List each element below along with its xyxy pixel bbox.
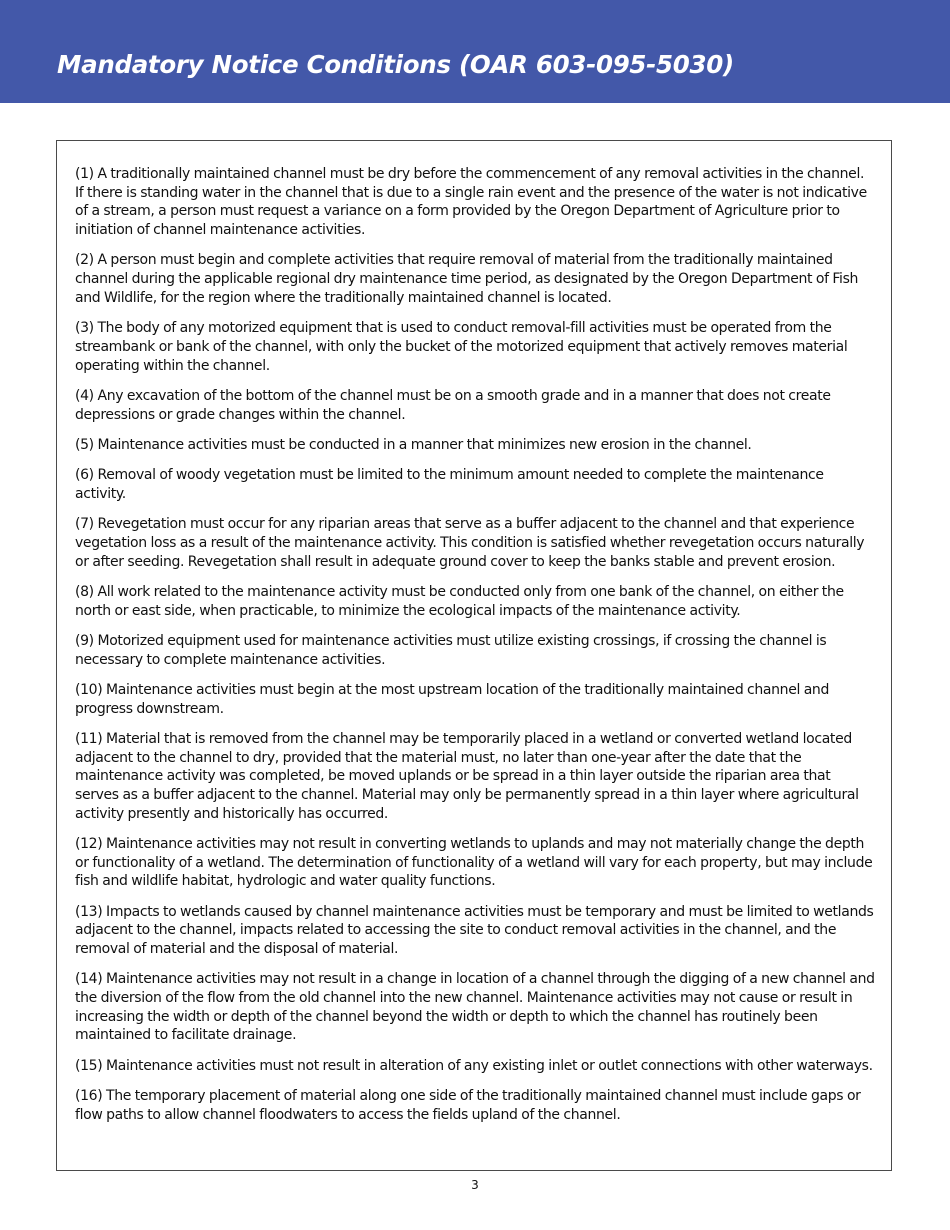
condition-10: (10) Maintenance activities must begin at the most upstream location of the traditionally maintained channel and progress downstream. xyxy=(75,681,829,717)
condition-4: (4) Any excavation of the bottom of the channel must be on a smooth grade and in a manner that does not create depressions or grade changes within the channel. xyxy=(75,387,831,423)
condition-2: (2) A person must begin and complete activities that require removal of material from the traditionally maintained channel during the applicable regional dry maintenance time period, as designated by the Oregon Department of Fish and Wildlife, for the region where the traditionally maintained channel is located. xyxy=(75,252,859,306)
condition-7: (7) Revegetation must occur for any riparian areas that serve as a buffer adjacent to the channel and that experience vegetation loss as a result of the maintenance activity. This condition is satisfied whether revegetation occurs naturally or after seeding. Revegetation shall result in adequate ground cover to keep the banks stable and prevent erosion. xyxy=(75,516,865,570)
condition-9: (9) Motorized equipment used for maintenance activities must utilize existing crossings, if crossing the channel is necessary to complete maintenance activities. xyxy=(75,632,827,668)
condition-11: (11) Material that is removed from the channel may be temporarily placed in a wetland or converted wetland located adjacent to the channel to dry, provided that the material must, no later than one-year after the date that the maintenance activity was completed, be moved uplands or be spread in a thin layer outside the riparian area that serves as a buffer adjacent to the channel. Material may only be permanently spread in a thin layer where agricultural activity presently and historically has occurred. xyxy=(75,730,859,822)
condition-13: (13) Impacts to wetlands caused by channel maintenance activities must be temporary and must be limited to wetlands adjacent to the channel, impacts related to accessing the site to conduct removal activities in the channel, and the removal of material and the disposal of material. xyxy=(75,903,874,958)
condition-3: (3) The body of any motorized equipment that is used to conduct removal-fill activities must be operated from the streambank or bank of the channel, with only the bucket of the motorized equipment that actively removes material operating within the channel. xyxy=(75,320,848,374)
header-banner xyxy=(0,0,950,103)
condition-1: (1) A traditionally maintained channel must be dry before the commencement of any removal activities in the channel. If there is standing water in the channel that is due to a single rain event and the presence of the water is not indicative of a stream, a person must request a variance on a form provided by the Oregon Department of Agriculture prior to initiation of channel maintenance activities. xyxy=(75,166,867,239)
conditions-list xyxy=(75,165,875,1136)
condition-16: (16) The temporary placement of material along one side of the traditionally maintained channel must include gaps or flow paths to allow channel floodwaters to access the fields upland of the channel. xyxy=(75,1088,861,1123)
condition-6: (6) Removal of woody vegetation must be limited to the minimum amount needed to complete the maintenance activity. xyxy=(75,467,824,502)
condition-5: (5) Maintenance activities must be conducted in a manner that minimizes new erosion in the channel. xyxy=(75,436,752,453)
conditions-box xyxy=(56,140,892,1171)
page-title: Mandatory Notice Conditions (OAR 603-095-5030) xyxy=(57,50,734,79)
condition-8: (8) All work related to the maintenance activity must be conducted only from one bank of the channel, on either the north or east side, when practicable, to minimize the ecological impacts of the maintenance activity. xyxy=(75,583,844,619)
condition-15: (15) Maintenance activities must not result in alteration of any existing inlet or outlet connections with other waterways. xyxy=(75,1057,873,1074)
condition-12: (12) Maintenance activities may not result in converting wetlands to uplands and may not materially change the depth or functionality of a wetland. The determination of functionality of a wetland will vary for each property, but may include fish and wildlife habitat, hydrologic and water quality functions. xyxy=(75,835,873,890)
condition-14: (14) Maintenance activities may not result in a change in location of a channel through the digging of a new channel and the diversion of the flow from the old channel into the new channel. Maintenance activities may not cause or result in increasing the width or depth of the channel beyond the width or depth to which the channel has routinely been maintained to facilitate drainage. xyxy=(75,971,875,1044)
page-number: 3 xyxy=(471,1178,479,1192)
